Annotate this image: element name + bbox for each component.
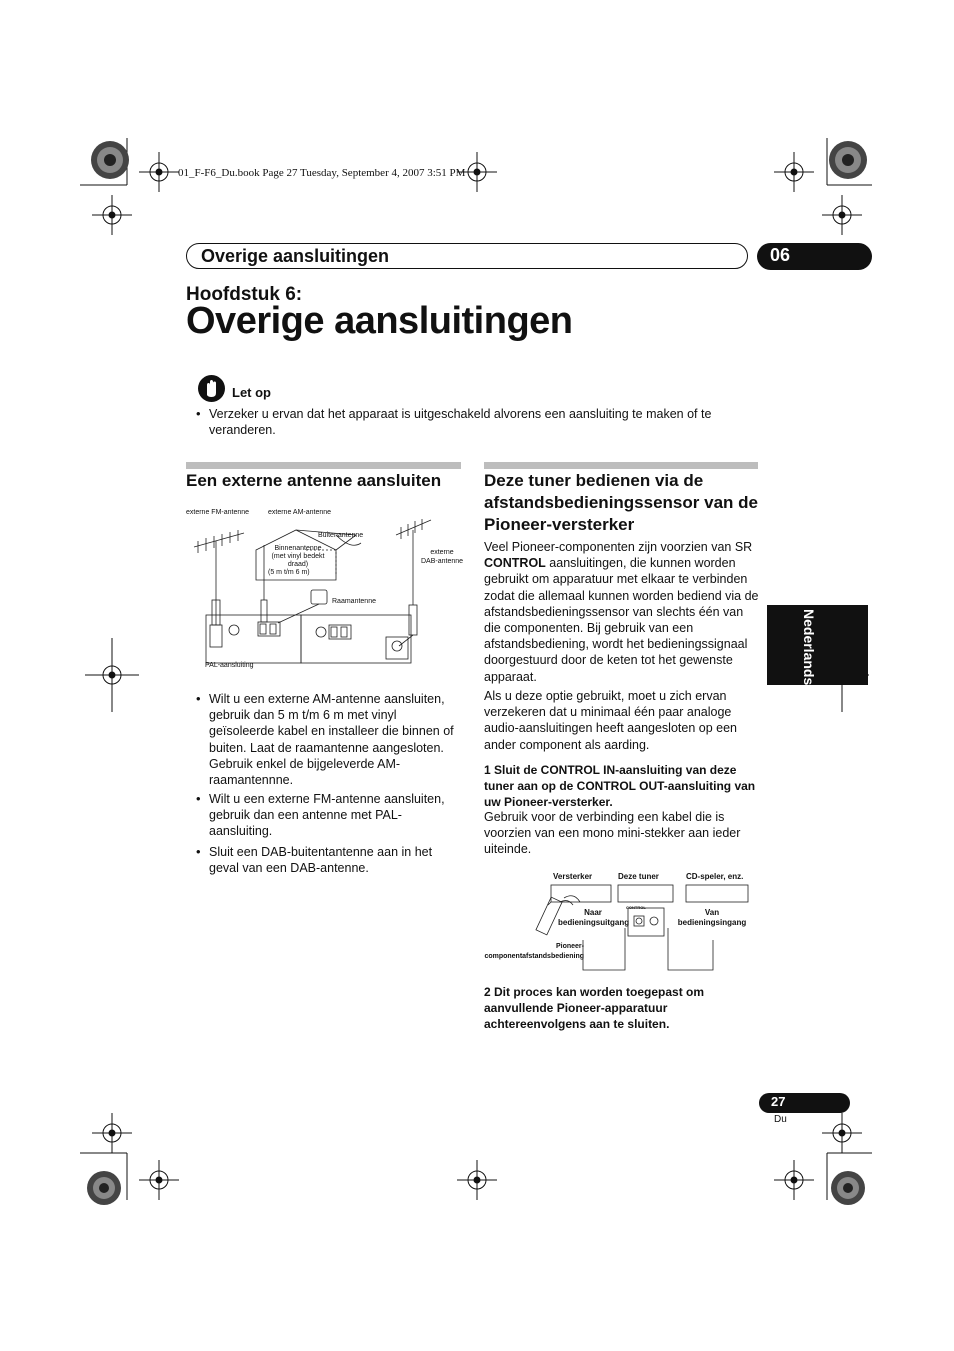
control-out-label: Naar bedieningsuitgang [558, 908, 630, 927]
loop-antenna-label: Raamantenne [332, 598, 376, 605]
step-1-body: Gebruik voor de verbinding een kabel die is voorzien van een mono mini-stekker aan ieder uiteinde. [484, 810, 741, 857]
bullet-fm-antenna: Wilt u een externe FM-antenne aansluiten, gebruik dan een antenne met PAL-aansluiting. [209, 792, 445, 839]
language-tab-label: Nederlands [801, 609, 817, 686]
section-title-antenna: Een externe antenne aansluiten [186, 471, 442, 490]
control-paragraph-1-start: Veel Pioneer-componenten zijn voorzien van SR [484, 540, 753, 554]
control-paragraph-2: Als u deze optie gebruikt, moet u zich ervan verzekeren dat u minimaal één paar analoge audio-aansluitingen heeft aangesloten op een ander component als aarding. [484, 689, 737, 752]
language-tab [767, 605, 868, 685]
section-title-control: Deze tuner bedienen via de afstandsbedieningssensor van de Pioneer-versterker [484, 471, 758, 534]
caution-text: Verzeker u ervan dat het apparaat is uitgeschakeld alvorens een aansluiting te maken of te veranderen. [209, 407, 712, 437]
indoor-antenna-label: Binnenantenne (met vinyl bedekt draad) [271, 545, 325, 568]
book-info-line: 01_F-F6_Du.book Page 27 Tuesday, September 4, 2007 3:51 PM [178, 167, 466, 179]
bullet-icon: • [196, 791, 201, 806]
antenna-connection-diagram [186, 505, 466, 675]
caution-hand-icon [198, 375, 225, 402]
control-connection-diagram [488, 880, 763, 980]
page-language: Du [774, 1114, 787, 1125]
bullet-dab-antenna: Sluit een DAB-buitentantenne aan in het geval van een DAB-antenne. [209, 845, 433, 876]
control-jack-label: CONTROL [626, 905, 646, 910]
control-paragraph-1-end: aansluitingen, die kunnen worden gebruikt om apparatuur met elkaar te verbinden zodat die allemaal kunnen worden bediend via de afstandsbedieningssensor van slechts één van die componenten. Bij gebruik van een afstandsbediening, wordt het bedieningssignaal doorgestuurd door de keten tot het gewenste apparaat. [484, 556, 759, 684]
caution-label: Let op [232, 385, 271, 400]
bullet-am-antenna: Wilt u een externe AM-antenne aansluiten, gebruik dan 5 m t/m 6 m met vinyl geïsoleerde kabel en installeer die binnen of buiten. Laat de raamantenne aangesloten. Gebruik enkel de bijgeleverde AM-raamantennne. [209, 692, 454, 788]
this-tuner-label: Deze tuner [618, 872, 659, 881]
outdoor-antenna-label: Buitenantenne [318, 532, 364, 539]
chapter-number-badge [757, 243, 872, 270]
control-in-label: Van bedieningsingang [677, 908, 747, 927]
section-bar-right [484, 462, 758, 469]
chapter-label: Hoofdstuk 6: [186, 284, 303, 305]
fm-antenna-label: externe FM-antenne [186, 509, 250, 516]
section-bar-left [186, 462, 461, 469]
amplifier-label: Versterker [553, 872, 593, 881]
step-1: 1 Sluit de CONTROL IN-aansluiting van deze tuner aan op de CONTROL OUT-aansluiting van uw Pioneer-versterker. [484, 763, 756, 810]
page-number-badge [759, 1093, 850, 1113]
cd-player-label: CD-speler, enz. [686, 872, 744, 881]
pal-connector-label: PAL-aansluiting [205, 662, 254, 669]
cable-length-label: (5 m t/m 6 m) [268, 569, 310, 576]
remote-control-label: Pioneer- componentafstandsbediening [484, 943, 584, 960]
bullet-icon: • [196, 406, 201, 421]
control-paragraph-1 [484, 539, 760, 685]
chapter-title: Overige aansluitingen [186, 300, 573, 342]
control-keyword: CONTROL [484, 556, 546, 571]
running-header-title: Overige aansluitingen [201, 246, 390, 266]
page-number: 27 [771, 1094, 786, 1109]
bullet-icon: • [196, 691, 201, 706]
step-2: 2 Dit proces kan worden toegepast om aanvullende Pioneer-apparatuur achtereenvolgens aan te sluiten. [484, 985, 705, 1032]
dab-antenna-label: externe DAB-antenne [420, 549, 464, 565]
chapter-number: 06 [770, 245, 791, 265]
bullet-icon: • [196, 844, 201, 859]
am-antenna-label: externe AM-antenne [268, 509, 332, 516]
running-header [186, 243, 748, 269]
